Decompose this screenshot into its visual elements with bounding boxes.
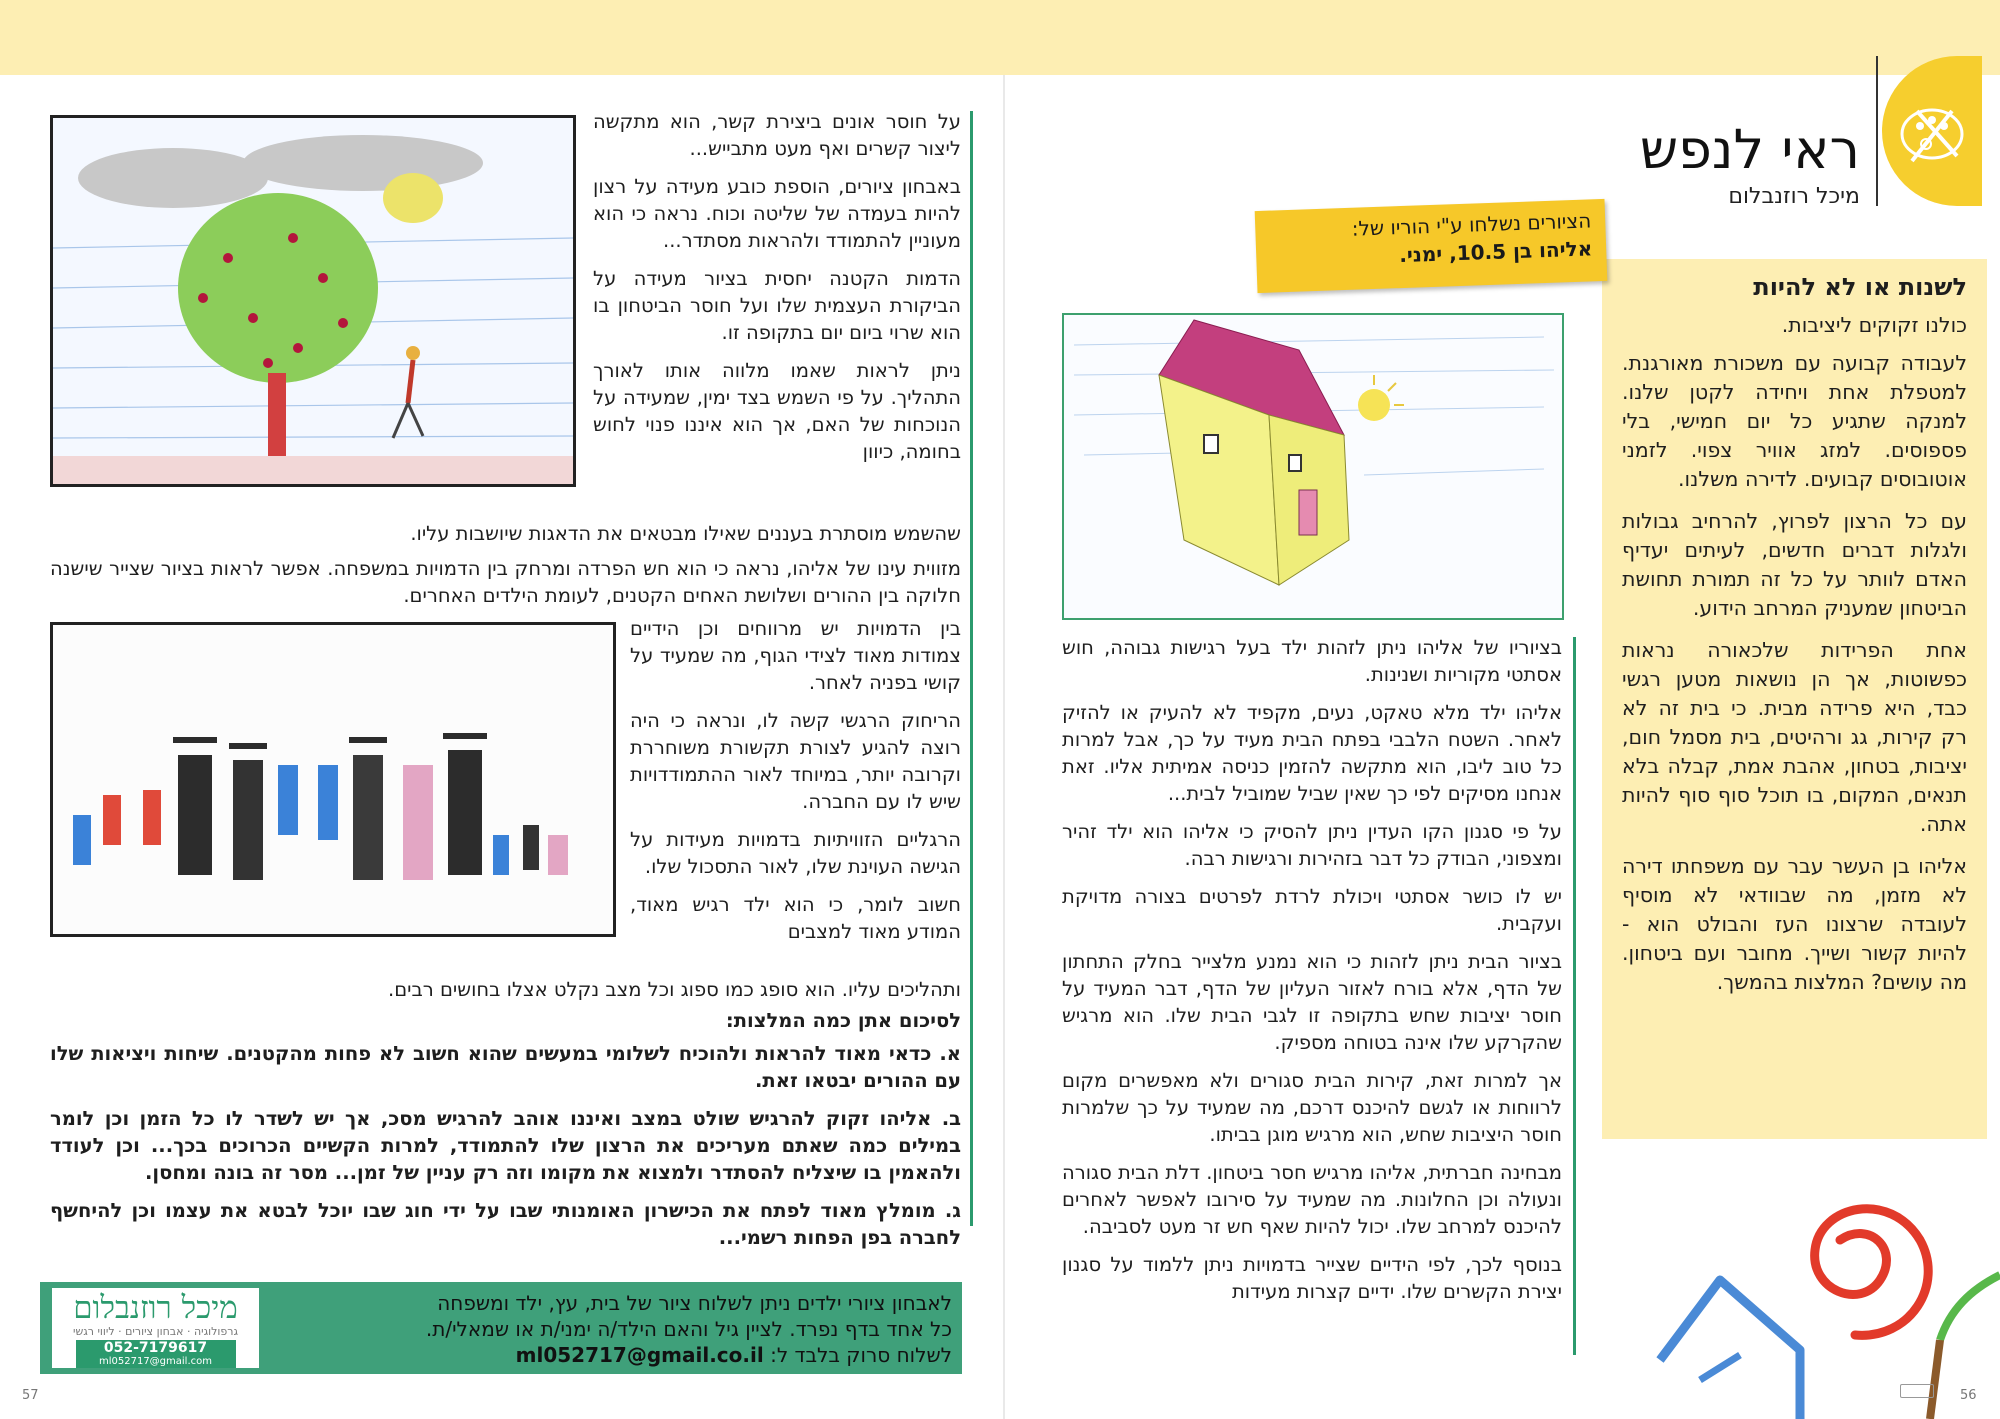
tree-drawing-image [53,118,573,484]
article-paragraph: יש לו כושר אסתטי ויכולת לרדת לפרטים בצורה מדויקת ועקבית. [1062,885,1562,935]
right-article-column [1062,634,1562,1316]
palette-icon [1882,56,1982,206]
page-number-left: 57 [22,1388,39,1403]
card-name: מיכל רוזנבלום [73,1290,238,1326]
article-paragraph: על חוסר אונים ביצירת קשר, הוא מתקשה ליצור קשרים ואף מעט מתבייש... [593,110,961,160]
column-rule [970,111,973,1226]
left-mid-column [630,615,961,945]
intro-paragraph: עם כל הרצון לפרוץ, להרחיב גבולות ולגלות דברים חדשים, לעיתים יעדיף האדם לוותר על כל זה תמורת תחושת הביטחון שמעניק המרחב הידוע. [1622,509,1967,620]
intro-paragraph: אליהו בן העשר עבר עם משפחתו דירה לא מזמן, מה שבוודאי לא מוסיף לעובדה שרצונו העז והבולט הוא - להיות קשור ושייך. מחובר ועם ביטחון. מה עושים? המלצות בהמשך. [1622,854,1967,994]
article-paragraph: הרגליים הזוויתיות בדמויות מעידות על הגישה העוינת שלו, לאור התסכול שלו. [630,828,961,878]
article-paragraph: ניתן לראות שאמו מלווה אותו לאורך התהליך. על פי השמש בצד ימין, שמעידה על הנוכחות של האם, אך הוא איננו פנוי לחוש בחומה, כיוון [593,359,961,463]
article-paragraph: מבחינה חברתית, אליהו מרגיש חסר ביטחון. דלת הבית סגורה ונעולה וכן החלונות. מה שמעיד על סירובו לאפשר לאחרים להיכנס למרחב שלו. יכול להיות שאף חש זר מעט לסביבה. [1062,1161,1562,1238]
logo-divider-line [1876,56,1878,206]
instructions-line [280,1342,952,1368]
intro-paragraph: לעבודה קבועה עם משכורת מאורגנת. למטפלת אחת ויחידה לקטן שלנו. למנקה שתגיע כל יום חמישי, בלי פספוסים. למזג אוויר צפוי. לזמני אוטובוסים קבועים. לדירה משלנו. [1622,351,1967,491]
article-paragraph: הריחוק הרגשי קשה לו, ונראה כי היה רוצה להגיע לצורת תקשורת משוחררת וקרובה יותר, במיוחד לאור ההתמודדויות שיש לו עם החברה. [630,709,961,813]
banner-line-2: אליהו בן 10.5, ימני. [1398,236,1593,268]
recommendation-item: ב. אליהו זקוק להרגיש שולט במצב ואיננו אוהב להרגיש מסכ, אך יש לשדר לו כל הזמן וכן לומר במילים כמה שאתם מעריכים את הרצון שלו להתמודד, למרות הקשיים הכרוכים בכך... וכן לעודד ולהאמין בו שיצליח להסתדר ולמצוא את מקומו וזה רק עניין של זמן... מסר זה בונה ומחסן. [50,1107,961,1184]
business-card [52,1288,259,1368]
palette-logo [1882,56,1982,206]
instructions-line: כל אחד בדף נפרד. לציין גיל והאם הילד/ה ימני/ת או שמאלי/ת. [425,1317,952,1341]
article-paragraph: בציור הבית ניתן לזהות כי הוא נמנע מלצייר בחלק התחתון של הדף, אלא בורח לאזור העליון של הדף, דבר המעיד על חוסר יציבות שחש בתקופה זו לגבי הבית שלו. הוא מרגיש שהקרקע שלו אינה בטוחה מספיק. [1062,950,1562,1054]
article-paragraph-continued: ותהליכים עליו. הוא סופג כמו ספוג וכל מצב נקלט אצלו בחושים רבים. [388,978,961,1001]
intro-heading: לשנות או לא להיות [1753,273,1967,301]
article-paragraph-continued: שהשמש מוסתרת בעננים שאילו מבטאים את הדאגות שיושבות עליו. [410,522,961,545]
column-rule [1573,637,1576,1355]
author-name: מיכל רוזנבלום [1728,184,1860,209]
column-title: ראי לנפש [1639,118,1860,181]
article-paragraph: בנוסף לכך, לפי הידיים שצייר בדמויות ניתן ללמוד על סגנון יצירת הקשרים שלו. ידיים קצרות מעידות [1062,1253,1562,1303]
left-top-column [593,108,961,465]
article-paragraph: אליהו ילד מלא טאקט, נעים, מקפיד לא להעיק או להזיק לאחר. השטח הלבבי בפתח הבית מעיד על כך, אבל למרות כל טוב ליבו, הוא מתקשה להזמין כניסה אמיתית אליו. זאת אנחנו מסיקים לפי כך שאין שביל שמוביל לבית... [1062,701,1562,805]
article-paragraph: מזווית עינו של אליהו, נראה כי הוא חש הפרדה ומרחק בין הדמויות במשפחה. אפשר לראות בציור שצייר שישנה חלוקה בין ההורים ושלושת האחים הקטנים, לעומת הילדים האחרים. [50,557,961,607]
article-paragraph: על פי סגנון הקו העדין ניתן להסיק כי אליהו הוא ילד זהיר ומצפוני, הבודק כל דבר בזהירות ורגישות רבה. [1062,820,1562,870]
family-drawing [50,622,616,937]
recommendations-title: לסיכום אתן כמה המלצות: [725,1009,961,1032]
submission-instructions [280,1290,952,1368]
card-email: ml052717@gmail.com [76,1356,236,1368]
house-drawing [1062,313,1564,620]
top-color-band [0,0,2000,75]
article-paragraph: חשוב לומר, כי הוא ילד רגיש מאוד, המודע מאוד למצבים [630,893,961,943]
tree-drawing [50,115,576,487]
recommendation-item: א. כדאי מאוד להראות ולהוכיח לשלומי במעשים שהוא חשוב לא פחות מהקטנים. שיחות ויציאות שלו עם ההורים יבטאו זאת. [50,1042,961,1092]
article-paragraph: הדמות הקטנה יחסית בציור מעידה על הביקורת העצמית שלו ועל חוסר הביטחון בו הוא שרוי ביום יום בתקופה זו. [593,267,961,344]
instructions-line: לאבחון ציורי ילדים ניתן לשלוח ציור של בית, עץ, ילד ומשפחה [437,1291,952,1315]
instructions-prefix: לשלוח סרוק בלבד ל: [770,1343,952,1367]
intro-paragraph: אחת הפרידות שלכאורה נראות כפשוטות, אך הן נושאות מטען רגשי כבד, היא פרידה מבית. כי בית זה לא רק קירות, גג ורהיטים, בית מסמל חום, יציבות, בטחון, אהבת אמת, קבלה בלא תנאים, המקום, בו תוכל סוף סוף להיות אתה. [1622,638,1967,836]
family-drawing-image [53,625,613,934]
card-phone: 052-7179617 [76,1340,236,1356]
intro-box [1602,259,1987,1139]
recommendation-item: ג. מומלץ מאוד לפתח את הכישרון האומנותי שבו על ידי חוג שבו יוכל לבטא את עצמו וכן להיחשף לחברה בפן הפחות רשמי... [50,1199,961,1249]
card-subtitle: גרפולוגיה · אבחון ציורים · ליווי רגשי [72,1325,239,1338]
page-number-right: 56 [1960,1388,1977,1403]
article-paragraph: בין הדמויות יש מרווחים וכן הידיים צמודות מאוד לצידי הגוף, מה שמעיד על קושי בפניה לאחר. [630,617,961,694]
crayon-decoration [1640,1150,2000,1419]
banner-line-1: הציורים נשלחו ע"י הוריו של: [1351,208,1592,241]
submission-email-link[interactable]: ml052717@gmail.co.il [515,1343,764,1367]
article-paragraph: אך למרות זאת, קירות הבית סגורים ולא מאפשרים מקום לרווחות או לגשם להיכנס דרכם, מה שמעיד על כך שלמרות חוסר היציבות שחש, הוא מרגיש מוגן בביתו. [1062,1069,1562,1146]
drawing-source-banner [1255,199,1608,293]
page-spine [1003,75,1005,1419]
magazine-logo-icon [1900,1384,1934,1398]
article-paragraph: באבחון ציורים, הוספת כובע מעידה על רצון להיות בעמדה של שליטה וכוח. נראה כי הוא מעוניין להתמודד ולהראות מסתדר... [593,175,961,252]
house-drawing-image [1064,315,1562,618]
recommendations [50,1007,961,1262]
intro-lead: כולנו זקוקים ליציבות. [1781,313,1967,337]
article-paragraph: בציוריו של אליהו ניתן לזהות ילד בעל רגישות גבוהה, חוש אסתטי מקוריות ושנינות. [1062,636,1562,686]
